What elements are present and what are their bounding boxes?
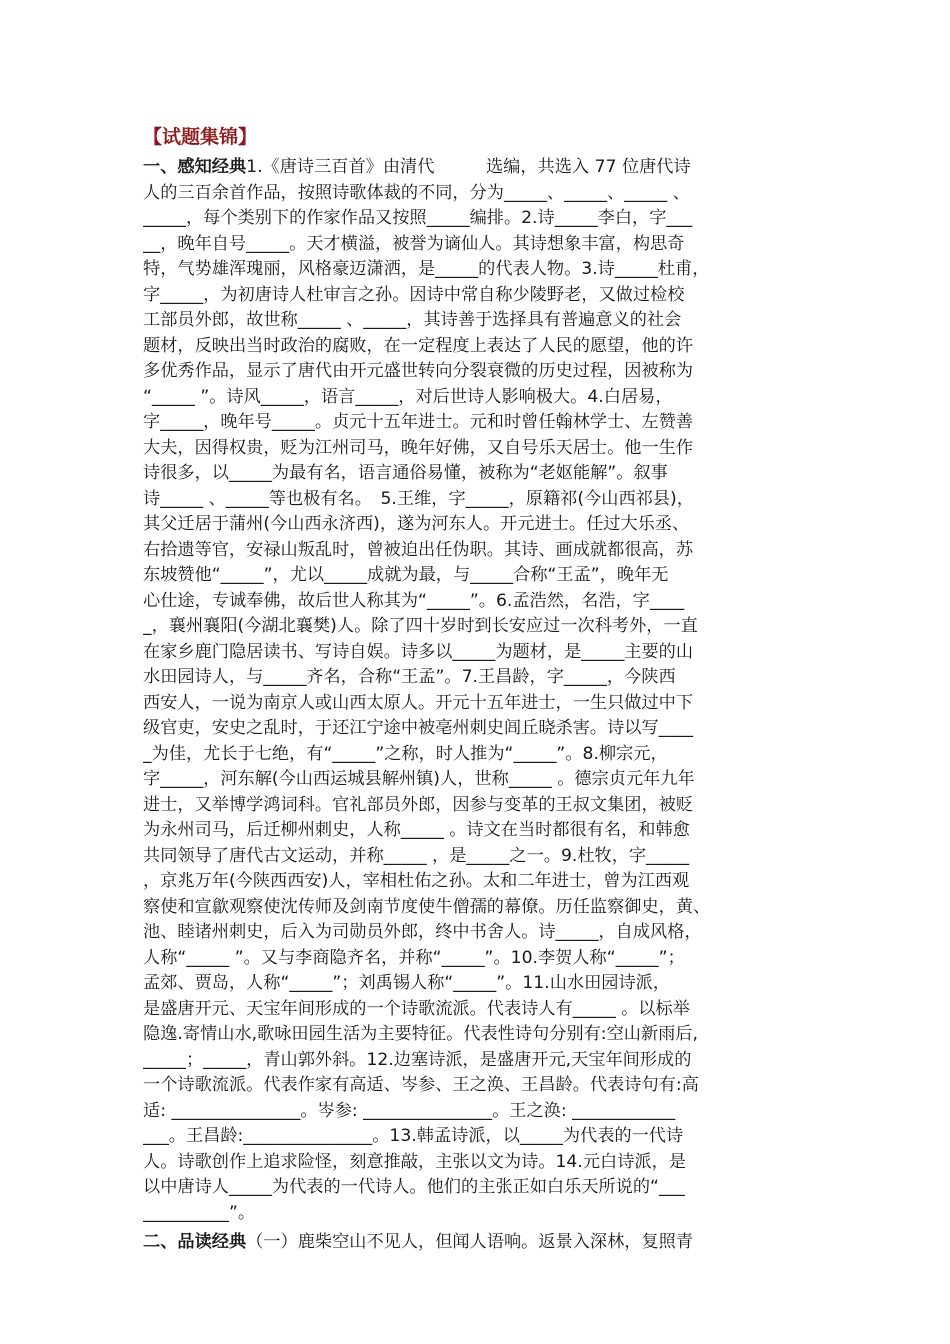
text-line: 特，气势雄浑瑰丽，风格豪迈潇洒，是_____的代表人物。3.诗_____杜甫， [143, 259, 710, 279]
text-line: 一个诗歌流派。代表作家有高适、岑参、王之涣、王昌龄。代表诗句有:高 [143, 1075, 699, 1095]
text-line: __，晚年自号_____。天才横溢，被誉为谪仙人。其诗想象丰富，构思奇 [143, 233, 685, 254]
text-line: 察使和宣歙观察使沈传师及剑南节度使牛僧孺的幕僚。历任监察御史，黄、 [143, 896, 711, 917]
page-title: 【试题集锦】 [143, 126, 258, 148]
text-line: __________”。 [143, 1202, 256, 1223]
text-line: 诗_____ 、_____等也极有名。 5.王维，字_____，原籍祁(今山西祁县)， [143, 488, 694, 509]
text-line: 人。诗歌创作上追求险怪，刻意推敲，主张以文为诗。14.元白诗派，是 [143, 1151, 686, 1172]
text-line: “_____ ”。诗风_____，语言_____，对后世诗人影响极大。4.白居易， [143, 386, 673, 407]
text-line: 级官吏，安史之乱时，于还江宁途中被亳州刺史闾丘晓杀害。诗以写____ [143, 718, 694, 738]
text-line: _为佳，尤长于七绝，有“_____”之称，时人推为“_____”。8.柳宗元， [143, 743, 668, 764]
section-2-heading: 二、品读经典 [143, 1232, 247, 1252]
text-line: _，襄州襄阳(今湖北襄樊)人。除了四十岁时到长安应过一次科考外，一直 [143, 616, 698, 636]
text-line: 是盛唐开元、天宝年间形成的一个诗歌流派。代表诗人有_____ 。以标举 [143, 998, 690, 1019]
text-line: 水田园诗人，与_____齐名，合称“王孟”。7.王昌龄，字_____，今陕西 [143, 667, 676, 687]
text-line: 右拾遗等官，安禄山叛乱时，曾被迫出任伪职。其诗、画成就都很高，苏 [143, 539, 694, 560]
text-line: 其父迁居于蒲州(今山西永济西)，遂为河东人。开元进士。任过大乐丞、 [143, 514, 690, 534]
text-line: 多优秀作品，显示了唐代由开元盛世转向分裂衰微的历史过程，因被称为 [143, 361, 694, 381]
text-line: 工部员外郎，故世称_____ 、_____，其诗善于选择具有普遍意义的社会 [143, 310, 682, 330]
text-line: 题材，反映出当时政治的腐败，在一定程度上表达了人民的愿望，他的许 [143, 335, 694, 356]
text-line: 以中唐诗人_____为代表的一代诗人。他们的主张正如白乐天所说的“___ [143, 1177, 685, 1197]
section-1-heading: 一、感知经典 [143, 157, 247, 177]
text-line: ___。王昌龄:_______________。13.韩孟诗派，以_____为代表的一代诗 [143, 1126, 684, 1146]
text-line: 孟郊、贾岛，人称“_____”；刘禹锡人称“_____”。11.山水田园诗派， [143, 973, 671, 993]
text-line: 东坡赞他“_____”，尤以_____成就为最，与_____合称“王孟”，晚年无 [143, 565, 669, 585]
text-line [143, 155, 813, 181]
text-line: 西安人，一说为南京人或山西太原人。开元十五年进士，一生只做过中下 [143, 692, 694, 713]
section-2-text: （一）鹿柴空山不见人，但闻人语响。返景入深林，复照青 [246, 1232, 694, 1252]
text-line: _____，每个类别下的作家作品又按照_____编排。2.诗_____李白，字___ [143, 208, 693, 228]
text-line: 字_____，河东解(今山西运城县解州镇)人，世称_____ 。德宗贞元年九年 [143, 769, 695, 789]
text-line: 在家乡鹿门隐居读书、写诗自娱。诗多以_____为题材，是_____主要的山 [143, 641, 694, 662]
text-line: 人称“_____ ”。又与李商隐齐名，并称“_____”。10.李贺人称“_____”； [143, 947, 685, 968]
text-line: _____；_____，青山郭外斜。12.边塞诗派，是盛唐开元,天宝年间形成的 [143, 1049, 692, 1070]
text-line: ，京兆万年(今陕西西安)人，宰相杜佑之孙。太和二年进士，曾为江西观 [143, 871, 690, 891]
text-line: 诗很多，以_____为最有名，语言通俗易懂，被称为“老妪能解”。叙事 [143, 463, 668, 483]
section-1 [143, 155, 813, 1226]
text-line: 字_____，晚年号_____。贞元十五年进士。元和时曾任翰林学士、左赞善 [143, 412, 694, 432]
text-line: 人的三百余首作品，按照诗歌体裁的不同，分为_____、_____、_____ 、 [143, 182, 690, 203]
text-line: 适: _______________。岑参: _______________。王之涣: ____________ [143, 1100, 676, 1121]
text-line: 池、睦诸州刺史，后入为司勋员外郎，终中书舍人。诗_____，自成风格， [143, 922, 702, 942]
text-line: 心仕途，专诚奉佛，故后世人称其为“_____”。6.孟浩然，名浩，字____ [143, 590, 685, 611]
text-line: 字_____，为初唐诗人杜审言之孙。因诗中常自称少陵野老，又做过检校 [143, 284, 685, 305]
text-line-content: 1.《唐诗三百首》由清代 选编，共选入 77 位唐代诗 [246, 157, 691, 177]
text-line [143, 1230, 813, 1256]
document-page [143, 124, 813, 1256]
text-line: 为永州司马，后迁柳州刺史，人称_____ 。诗文在当时都很有名，和韩愈 [143, 820, 690, 840]
text-line: 大夫，因得权贵，贬为江州司马，晚年好佛，又自号乐天居士。他一生作 [143, 437, 694, 458]
text-line: 隐逸.寄情山水,歌咏田园生活为主要特征。代表性诗句分别有:空山新雨后, [143, 1024, 698, 1044]
text-line: 进士，又举博学鸿词科。官礼部员外郎，因参与变革的王叔文集团，被贬 [143, 794, 694, 815]
section-2 [143, 1230, 813, 1256]
text-line: 共同领导了唐代古文运动，并称_____ ，是_____之一。9.杜牧，字_____ [143, 845, 690, 866]
